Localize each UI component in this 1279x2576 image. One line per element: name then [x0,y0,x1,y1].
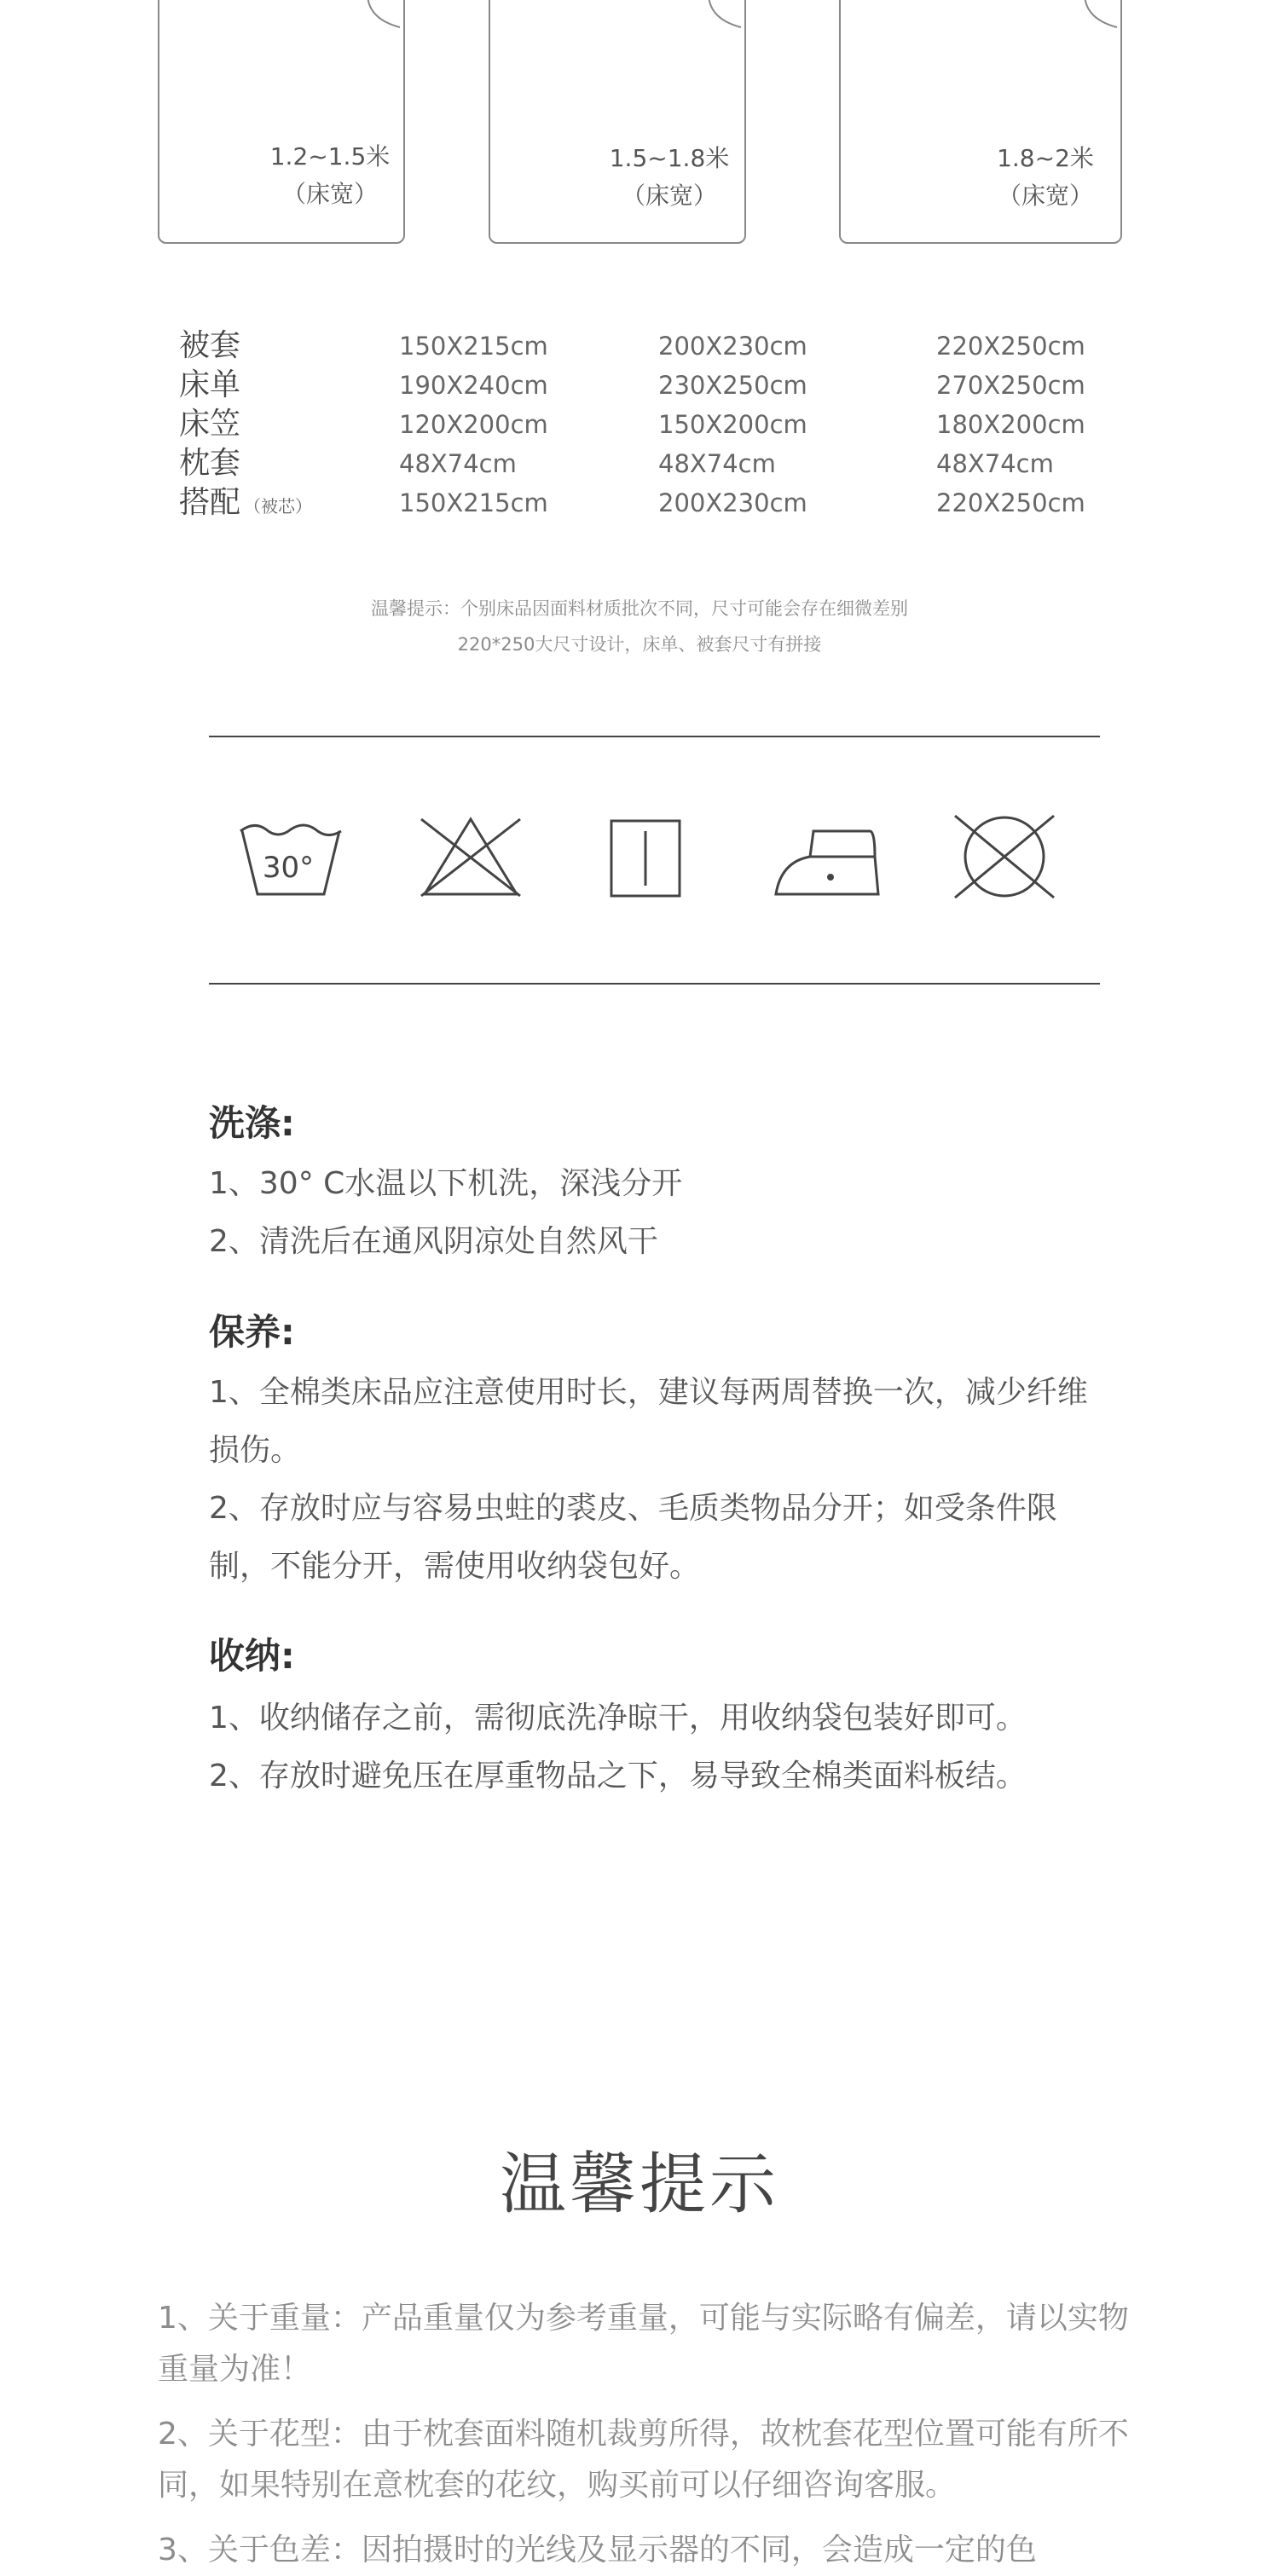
spec-row-sheet [179,366,1117,405]
spec-item-sub: （被芯） [244,496,313,517]
tip-item: 1、关于重量：产品重量仅为参考重量，可能与实际略有偏差，请以实物重量为准！ [158,2301,1129,2387]
spec-item-label: 被套 [179,328,241,363]
spec-size: 270X250cm [936,371,1085,400]
spec-size: 48X74cm [936,449,1054,478]
washing-item: 2、清洗后在通风阴凉处自然风干 [209,1224,658,1259]
wash-temp-text: 30° [262,851,315,885]
spec-row-pillowcase [179,444,1117,483]
corner-fold-icon [359,0,403,38]
bed-width-value: 1.5~1.8米 [609,144,730,172]
wash-30-icon [237,814,344,899]
no-bleach-icon [416,814,525,899]
spec-size: 180X200cm [936,410,1085,439]
spec-item-label: 床单 [179,367,241,402]
spec-size: 120X200cm [399,410,548,439]
spec-row-duvet [179,326,1117,366]
spec-item-label: 搭配 [179,485,241,520]
corner-fold-icon [1076,0,1120,38]
spec-size: 150X215cm [399,488,548,517]
iron-low-icon [773,814,880,899]
size-note-1: 温馨提示：个别床品因面料材质批次不同，尺寸可能会存在细微差别 [371,598,908,619]
bed-width-value: 1.8~2米 [997,144,1094,172]
spec-item-label: 枕套 [179,446,241,481]
storage-item: 1、收纳储存之前，需彻底洗净晾干，用收纳袋包装好即可。 [209,1701,1027,1736]
section-title-washing: 洗涤: [209,1102,295,1144]
bed-width-label: （床宽） [997,182,1093,210]
spec-size: 150X215cm [399,332,548,361]
tip-item: 2、关于花型：由于枕套面料随机裁剪所得，故枕套花型位置可能有所不同，如果特别在意枕套的花纹，购买前可以仔细咨询客服。 [158,2417,1129,2503]
bed-size-box-1 [158,0,405,244]
size-note-2: 220*250大尺寸设计，床单、被套尺寸有拼接 [457,634,822,655]
spec-size: 150X200cm [658,410,807,439]
hang-dry-icon [609,814,682,899]
spec-size: 48X74cm [658,449,776,478]
spec-size: 200X230cm [658,488,807,517]
section-title-maintenance: 保养: [209,1311,295,1353]
spec-size: 220X250cm [936,488,1085,517]
divider [209,983,1100,985]
bed-width-label: （床宽） [621,182,717,210]
spec-row-fitted-sheet [179,405,1117,444]
spec-size: 200X230cm [658,332,807,361]
bed-size-box-3 [839,0,1122,244]
section-title-storage: 收纳: [209,1635,295,1677]
spec-item-label-wrap [179,483,312,526]
bed-size-box-2 [489,0,746,244]
maintenance-item: 1、全棉类床品应注意使用时长，建议每两周替换一次，减少纤维损伤。 [209,1375,1088,1468]
storage-item: 2、存放时避免压在厚重物品之下，易导致全棉类面料板结。 [209,1759,1027,1793]
washing-item: 1、30° C水温以下机洗，深浅分开 [209,1166,683,1201]
bed-width-value: 1.2~1.5米 [269,142,391,170]
spec-size: 48X74cm [399,449,517,478]
divider [209,736,1100,737]
tips-title: 温馨提示 [499,2146,779,2223]
spec-item-label: 床笠 [179,407,241,442]
spec-row-duvet-insert [179,483,1117,523]
spec-size: 220X250cm [936,332,1085,361]
bed-width-label: （床宽） [281,180,378,208]
tip-item: 3、关于色差：因拍摄时的光线及显示器的不同，会造成一定的色 [158,2533,1037,2567]
spec-size: 190X240cm [399,371,548,400]
corner-fold-icon [700,0,744,38]
spec-size: 230X250cm [658,371,807,400]
no-dry-clean-icon [950,814,1059,899]
maintenance-item: 2、存放时应与容易虫蛀的裘皮、毛质类物品分开；如受条件限制，不能分开，需使用收纳袋包好。 [209,1491,1057,1584]
